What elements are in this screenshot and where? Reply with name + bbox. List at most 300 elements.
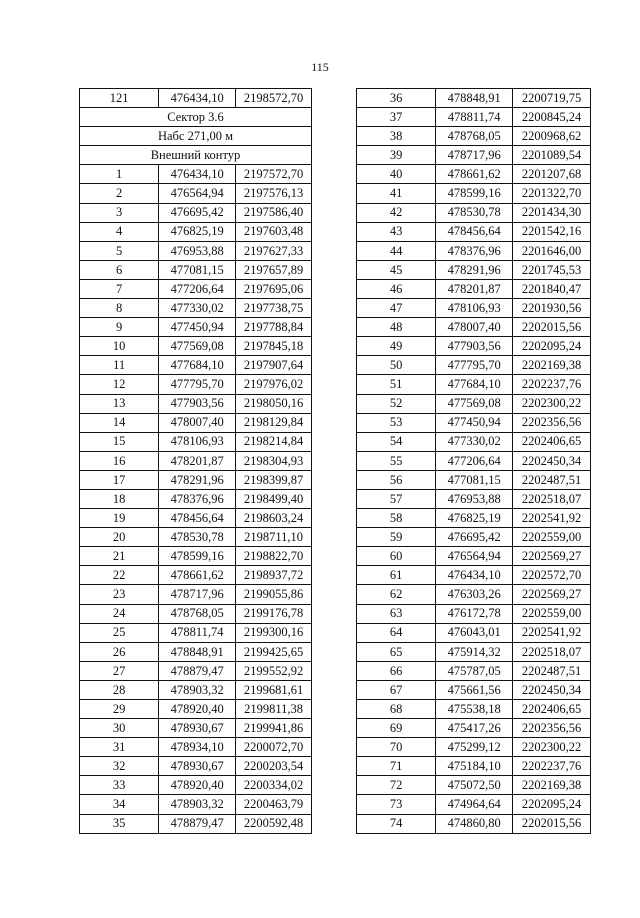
table-row bbox=[80, 604, 312, 623]
table-row bbox=[80, 356, 312, 375]
y-coordinate: 2202487,51 bbox=[513, 470, 591, 489]
x-coordinate: 478903,32 bbox=[159, 795, 236, 814]
point-number: 46 bbox=[357, 279, 436, 298]
table-row bbox=[80, 795, 312, 814]
table-row bbox=[357, 757, 591, 776]
point-number: 54 bbox=[357, 432, 436, 451]
y-coordinate: 2202406,65 bbox=[513, 432, 591, 451]
x-coordinate: 476564,94 bbox=[436, 547, 513, 566]
contour-title: Внешний контур bbox=[80, 146, 312, 165]
x-coordinate: 476303,26 bbox=[436, 585, 513, 604]
y-coordinate: 2197586,40 bbox=[236, 203, 312, 222]
x-coordinate: 478717,96 bbox=[159, 585, 236, 604]
x-coordinate: 477903,56 bbox=[436, 337, 513, 356]
table-row bbox=[357, 642, 591, 661]
y-coordinate: 2202015,56 bbox=[513, 318, 591, 337]
point-number: 52 bbox=[357, 394, 436, 413]
point-number: 16 bbox=[80, 451, 159, 470]
table-row bbox=[80, 165, 312, 184]
point-number: 18 bbox=[80, 489, 159, 508]
x-coordinate: 477330,02 bbox=[159, 299, 236, 318]
x-coordinate: 478811,74 bbox=[159, 623, 236, 642]
table-row bbox=[357, 509, 591, 528]
y-coordinate: 2200719,75 bbox=[513, 89, 591, 108]
point-number: 42 bbox=[357, 203, 436, 222]
y-coordinate: 2200463,79 bbox=[236, 795, 312, 814]
y-coordinate: 2200072,70 bbox=[236, 738, 312, 757]
point-number: 30 bbox=[80, 719, 159, 738]
y-coordinate: 2197738,75 bbox=[236, 299, 312, 318]
point-number: 12 bbox=[80, 375, 159, 394]
sector-title-row bbox=[80, 108, 312, 127]
point-number: 66 bbox=[357, 661, 436, 680]
table-row bbox=[80, 413, 312, 432]
x-coordinate: 478530,78 bbox=[159, 528, 236, 547]
elevation-label: Набс 271,00 м bbox=[80, 127, 312, 146]
x-coordinate: 477450,94 bbox=[159, 318, 236, 337]
y-coordinate: 2199681,61 bbox=[236, 680, 312, 699]
table-row bbox=[357, 661, 591, 680]
table-row bbox=[80, 337, 312, 356]
point-number: 56 bbox=[357, 470, 436, 489]
y-coordinate: 2202356,56 bbox=[513, 413, 591, 432]
x-coordinate: 477081,15 bbox=[436, 470, 513, 489]
table-row bbox=[357, 279, 591, 298]
y-coordinate: 2202572,70 bbox=[513, 566, 591, 585]
point-number: 15 bbox=[80, 432, 159, 451]
x-coordinate: 475661,56 bbox=[436, 680, 513, 699]
y-coordinate: 2200203,54 bbox=[236, 757, 312, 776]
x-coordinate: 476564,94 bbox=[159, 184, 236, 203]
point-number: 45 bbox=[357, 260, 436, 279]
x-coordinate: 477684,10 bbox=[436, 375, 513, 394]
x-coordinate: 478201,87 bbox=[436, 279, 513, 298]
y-coordinate: 2197788,84 bbox=[236, 318, 312, 337]
y-coordinate: 2201930,56 bbox=[513, 299, 591, 318]
table-row bbox=[357, 489, 591, 508]
x-coordinate: 478376,96 bbox=[436, 241, 513, 260]
table-row bbox=[357, 394, 591, 413]
table-row bbox=[357, 356, 591, 375]
table-row bbox=[357, 719, 591, 738]
point-number: 23 bbox=[80, 585, 159, 604]
point-number: 20 bbox=[80, 528, 159, 547]
table-row bbox=[80, 757, 312, 776]
y-coordinate: 2202559,00 bbox=[513, 604, 591, 623]
point-number: 28 bbox=[80, 680, 159, 699]
x-coordinate: 478920,40 bbox=[159, 776, 236, 795]
table-row bbox=[80, 489, 312, 508]
table-row bbox=[357, 585, 591, 604]
point-number: 41 bbox=[357, 184, 436, 203]
x-coordinate: 478768,05 bbox=[436, 127, 513, 146]
table-row bbox=[80, 451, 312, 470]
point-number: 11 bbox=[80, 356, 159, 375]
table-row bbox=[80, 203, 312, 222]
table-row bbox=[80, 394, 312, 413]
y-coordinate: 2197845,18 bbox=[236, 337, 312, 356]
table-row bbox=[80, 260, 312, 279]
x-coordinate: 474964,64 bbox=[436, 795, 513, 814]
y-coordinate: 2198822,70 bbox=[236, 547, 312, 566]
y-coordinate: 2197976,02 bbox=[236, 375, 312, 394]
y-coordinate: 2202450,34 bbox=[513, 451, 591, 470]
y-coordinate: 2199176,78 bbox=[236, 604, 312, 623]
x-coordinate: 478376,96 bbox=[159, 489, 236, 508]
y-coordinate: 2201542,16 bbox=[513, 222, 591, 241]
y-coordinate: 2199941,86 bbox=[236, 719, 312, 738]
x-coordinate: 477206,64 bbox=[159, 279, 236, 298]
x-coordinate: 478106,93 bbox=[159, 432, 236, 451]
table-row bbox=[357, 241, 591, 260]
y-coordinate: 2198711,10 bbox=[236, 528, 312, 547]
table-row bbox=[357, 127, 591, 146]
y-coordinate: 2202300,22 bbox=[513, 394, 591, 413]
x-coordinate: 476825,19 bbox=[159, 222, 236, 241]
table-row bbox=[357, 203, 591, 222]
x-coordinate: 475914,32 bbox=[436, 642, 513, 661]
table-row bbox=[357, 738, 591, 757]
y-coordinate: 2199425,65 bbox=[236, 642, 312, 661]
y-coordinate: 2202015,56 bbox=[513, 814, 591, 833]
table-row bbox=[357, 470, 591, 489]
point-number: 24 bbox=[80, 604, 159, 623]
point-number: 48 bbox=[357, 318, 436, 337]
table-row bbox=[80, 299, 312, 318]
table-row bbox=[80, 814, 312, 833]
y-coordinate: 2202237,76 bbox=[513, 375, 591, 394]
x-coordinate: 478768,05 bbox=[159, 604, 236, 623]
y-coordinate: 2197572,70 bbox=[236, 165, 312, 184]
x-coordinate: 478934,10 bbox=[159, 738, 236, 757]
x-coordinate: 478599,16 bbox=[159, 547, 236, 566]
x-coordinate: 476825,19 bbox=[436, 509, 513, 528]
y-coordinate: 2198304,93 bbox=[236, 451, 312, 470]
y-coordinate: 2202518,07 bbox=[513, 642, 591, 661]
point-number: 64 bbox=[357, 623, 436, 642]
y-coordinate: 2197657,89 bbox=[236, 260, 312, 279]
y-coordinate: 2202169,38 bbox=[513, 776, 591, 795]
table-row bbox=[357, 432, 591, 451]
table-row bbox=[357, 623, 591, 642]
y-coordinate: 2198050,16 bbox=[236, 394, 312, 413]
y-coordinate: 2198214,84 bbox=[236, 432, 312, 451]
table-row bbox=[357, 222, 591, 241]
point-number: 8 bbox=[80, 299, 159, 318]
point-number: 5 bbox=[80, 241, 159, 260]
point-number: 10 bbox=[80, 337, 159, 356]
table-row bbox=[80, 738, 312, 757]
point-number: 34 bbox=[80, 795, 159, 814]
table-row bbox=[357, 260, 591, 279]
table-row bbox=[357, 413, 591, 432]
x-coordinate: 478201,87 bbox=[159, 451, 236, 470]
table-row bbox=[80, 566, 312, 585]
table-row bbox=[80, 547, 312, 566]
sector-title: Сектор 3.6 bbox=[80, 108, 312, 127]
x-coordinate: 477206,64 bbox=[436, 451, 513, 470]
point-number: 13 bbox=[80, 394, 159, 413]
x-coordinate: 478007,40 bbox=[436, 318, 513, 337]
coordinate-table-left bbox=[79, 88, 312, 834]
point-number: 51 bbox=[357, 375, 436, 394]
point-number: 21 bbox=[80, 547, 159, 566]
point-number: 70 bbox=[357, 738, 436, 757]
point-number: 17 bbox=[80, 470, 159, 489]
table-row bbox=[357, 108, 591, 127]
point-number: 47 bbox=[357, 299, 436, 318]
x-coordinate: 475787,05 bbox=[436, 661, 513, 680]
point-number: 22 bbox=[80, 566, 159, 585]
y-coordinate: 2200592,48 bbox=[236, 814, 312, 833]
y-coordinate: 2199811,38 bbox=[236, 700, 312, 719]
x-coordinate: 474860,80 bbox=[436, 814, 513, 833]
x-coordinate: 478903,32 bbox=[159, 680, 236, 699]
point-number: 39 bbox=[357, 146, 436, 165]
point-number: 69 bbox=[357, 719, 436, 738]
x-coordinate: 475417,26 bbox=[436, 719, 513, 738]
point-number: 53 bbox=[357, 413, 436, 432]
table-row bbox=[357, 146, 591, 165]
y-coordinate: 2197907,64 bbox=[236, 356, 312, 375]
y-coordinate: 2198572,70 bbox=[236, 89, 312, 108]
point-number: 4 bbox=[80, 222, 159, 241]
x-coordinate: 478456,64 bbox=[159, 509, 236, 528]
x-coordinate: 478530,78 bbox=[436, 203, 513, 222]
point-number: 38 bbox=[357, 127, 436, 146]
y-coordinate: 2201089,54 bbox=[513, 146, 591, 165]
x-coordinate: 478661,62 bbox=[159, 566, 236, 585]
x-coordinate: 477450,94 bbox=[436, 413, 513, 432]
x-coordinate: 478811,74 bbox=[436, 108, 513, 127]
y-coordinate: 2202518,07 bbox=[513, 489, 591, 508]
point-number: 36 bbox=[357, 89, 436, 108]
point-number: 25 bbox=[80, 623, 159, 642]
y-coordinate: 2201646,00 bbox=[513, 241, 591, 260]
y-coordinate: 2201207,68 bbox=[513, 165, 591, 184]
table-row bbox=[80, 585, 312, 604]
y-coordinate: 2202356,56 bbox=[513, 719, 591, 738]
contour-title-row bbox=[80, 146, 312, 165]
table-row bbox=[357, 451, 591, 470]
x-coordinate: 477684,10 bbox=[159, 356, 236, 375]
point-number: 33 bbox=[80, 776, 159, 795]
y-coordinate: 2197627,33 bbox=[236, 241, 312, 260]
point-number: 61 bbox=[357, 566, 436, 585]
y-coordinate: 2202487,51 bbox=[513, 661, 591, 680]
table-row bbox=[80, 318, 312, 337]
table-row bbox=[80, 528, 312, 547]
x-coordinate: 478007,40 bbox=[159, 413, 236, 432]
y-coordinate: 2200334,02 bbox=[236, 776, 312, 795]
point-number: 31 bbox=[80, 738, 159, 757]
x-coordinate: 475538,18 bbox=[436, 700, 513, 719]
y-coordinate: 2202541,92 bbox=[513, 623, 591, 642]
point-number: 9 bbox=[80, 318, 159, 337]
y-coordinate: 2197695,06 bbox=[236, 279, 312, 298]
x-coordinate: 478848,91 bbox=[436, 89, 513, 108]
table-row bbox=[80, 470, 312, 489]
x-coordinate: 477795,70 bbox=[159, 375, 236, 394]
x-coordinate: 476434,10 bbox=[159, 89, 236, 108]
point-number: 57 bbox=[357, 489, 436, 508]
point-number: 19 bbox=[80, 509, 159, 528]
table-row bbox=[80, 89, 312, 108]
point-number: 73 bbox=[357, 795, 436, 814]
y-coordinate: 2199055,86 bbox=[236, 585, 312, 604]
table-row bbox=[357, 89, 591, 108]
x-coordinate: 478661,62 bbox=[436, 165, 513, 184]
x-coordinate: 478717,96 bbox=[436, 146, 513, 165]
point-number: 60 bbox=[357, 547, 436, 566]
x-coordinate: 478920,40 bbox=[159, 700, 236, 719]
x-coordinate: 478930,67 bbox=[159, 719, 236, 738]
x-coordinate: 476434,10 bbox=[436, 566, 513, 585]
table-row bbox=[80, 661, 312, 680]
y-coordinate: 2202237,76 bbox=[513, 757, 591, 776]
point-number: 32 bbox=[80, 757, 159, 776]
table-row bbox=[80, 222, 312, 241]
y-coordinate: 2200968,62 bbox=[513, 127, 591, 146]
point-number: 71 bbox=[357, 757, 436, 776]
y-coordinate: 2202169,38 bbox=[513, 356, 591, 375]
table-row bbox=[80, 184, 312, 203]
x-coordinate: 476695,42 bbox=[436, 528, 513, 547]
x-coordinate: 478599,16 bbox=[436, 184, 513, 203]
x-coordinate: 478930,67 bbox=[159, 757, 236, 776]
point-number: 40 bbox=[357, 165, 436, 184]
point-number: 74 bbox=[357, 814, 436, 833]
table-row bbox=[80, 623, 312, 642]
x-coordinate: 476434,10 bbox=[159, 165, 236, 184]
y-coordinate: 2202450,34 bbox=[513, 680, 591, 699]
table-row bbox=[80, 719, 312, 738]
point-number: 67 bbox=[357, 680, 436, 699]
x-coordinate: 475299,12 bbox=[436, 738, 513, 757]
point-number: 68 bbox=[357, 700, 436, 719]
y-coordinate: 2202559,00 bbox=[513, 528, 591, 547]
point-number: 35 bbox=[80, 814, 159, 833]
y-coordinate: 2198937,72 bbox=[236, 566, 312, 585]
point-number: 27 bbox=[80, 661, 159, 680]
y-coordinate: 2202095,24 bbox=[513, 337, 591, 356]
x-coordinate: 476695,42 bbox=[159, 203, 236, 222]
table-row bbox=[357, 528, 591, 547]
table-row bbox=[357, 299, 591, 318]
x-coordinate: 477795,70 bbox=[436, 356, 513, 375]
table-row bbox=[357, 184, 591, 203]
table-row bbox=[80, 700, 312, 719]
table-row bbox=[357, 680, 591, 699]
point-number: 55 bbox=[357, 451, 436, 470]
table-row bbox=[357, 165, 591, 184]
point-number: 1 bbox=[80, 165, 159, 184]
y-coordinate: 2200845,24 bbox=[513, 108, 591, 127]
table-row bbox=[357, 375, 591, 394]
point-number: 63 bbox=[357, 604, 436, 623]
x-coordinate: 477330,02 bbox=[436, 432, 513, 451]
point-number: 2 bbox=[80, 184, 159, 203]
x-coordinate: 477081,15 bbox=[159, 260, 236, 279]
y-coordinate: 2197603,48 bbox=[236, 222, 312, 241]
table-row bbox=[357, 814, 591, 833]
x-coordinate: 477569,08 bbox=[436, 394, 513, 413]
point-number: 37 bbox=[357, 108, 436, 127]
y-coordinate: 2202406,65 bbox=[513, 700, 591, 719]
table-row bbox=[80, 680, 312, 699]
table-row bbox=[357, 566, 591, 585]
y-coordinate: 2201745,53 bbox=[513, 260, 591, 279]
x-coordinate: 475072,50 bbox=[436, 776, 513, 795]
table-row bbox=[357, 337, 591, 356]
table-row bbox=[357, 700, 591, 719]
point-number: 65 bbox=[357, 642, 436, 661]
point-number: 29 bbox=[80, 700, 159, 719]
table-row bbox=[357, 547, 591, 566]
x-coordinate: 478291,96 bbox=[436, 260, 513, 279]
x-coordinate: 476172,78 bbox=[436, 604, 513, 623]
table-row bbox=[357, 776, 591, 795]
point-number: 59 bbox=[357, 528, 436, 547]
x-coordinate: 477903,56 bbox=[159, 394, 236, 413]
x-coordinate: 477569,08 bbox=[159, 337, 236, 356]
point-number: 3 bbox=[80, 203, 159, 222]
point-number: 44 bbox=[357, 241, 436, 260]
point-number: 7 bbox=[80, 279, 159, 298]
y-coordinate: 2202569,27 bbox=[513, 585, 591, 604]
y-coordinate: 2197576,13 bbox=[236, 184, 312, 203]
x-coordinate: 478456,64 bbox=[436, 222, 513, 241]
point-number: 6 bbox=[80, 260, 159, 279]
page-number: 115 bbox=[311, 60, 329, 74]
y-coordinate: 2202541,92 bbox=[513, 509, 591, 528]
y-coordinate: 2201434,30 bbox=[513, 203, 591, 222]
point-number: 49 bbox=[357, 337, 436, 356]
point-number: 14 bbox=[80, 413, 159, 432]
table-row bbox=[80, 642, 312, 661]
x-coordinate: 478291,96 bbox=[159, 470, 236, 489]
point-number: 121 bbox=[80, 89, 159, 108]
x-coordinate: 476953,88 bbox=[159, 241, 236, 260]
point-number: 62 bbox=[357, 585, 436, 604]
table-row bbox=[357, 318, 591, 337]
x-coordinate: 478879,47 bbox=[159, 814, 236, 833]
y-coordinate: 2198603,24 bbox=[236, 509, 312, 528]
y-coordinate: 2202300,22 bbox=[513, 738, 591, 757]
y-coordinate: 2201840,47 bbox=[513, 279, 591, 298]
x-coordinate: 478848,91 bbox=[159, 642, 236, 661]
table-row bbox=[80, 279, 312, 298]
y-coordinate: 2202569,27 bbox=[513, 547, 591, 566]
y-coordinate: 2198129,84 bbox=[236, 413, 312, 432]
point-number: 58 bbox=[357, 509, 436, 528]
x-coordinate: 475184,10 bbox=[436, 757, 513, 776]
point-number: 72 bbox=[357, 776, 436, 795]
coordinate-table-right bbox=[356, 88, 591, 834]
y-coordinate: 2198499,40 bbox=[236, 489, 312, 508]
y-coordinate: 2199300,16 bbox=[236, 623, 312, 642]
x-coordinate: 476953,88 bbox=[436, 489, 513, 508]
table-row bbox=[80, 432, 312, 451]
table-row bbox=[80, 509, 312, 528]
point-number: 26 bbox=[80, 642, 159, 661]
y-coordinate: 2198399,87 bbox=[236, 470, 312, 489]
x-coordinate: 476043,01 bbox=[436, 623, 513, 642]
elevation-row bbox=[80, 127, 312, 146]
point-number: 43 bbox=[357, 222, 436, 241]
table-row bbox=[80, 375, 312, 394]
table-row bbox=[80, 776, 312, 795]
